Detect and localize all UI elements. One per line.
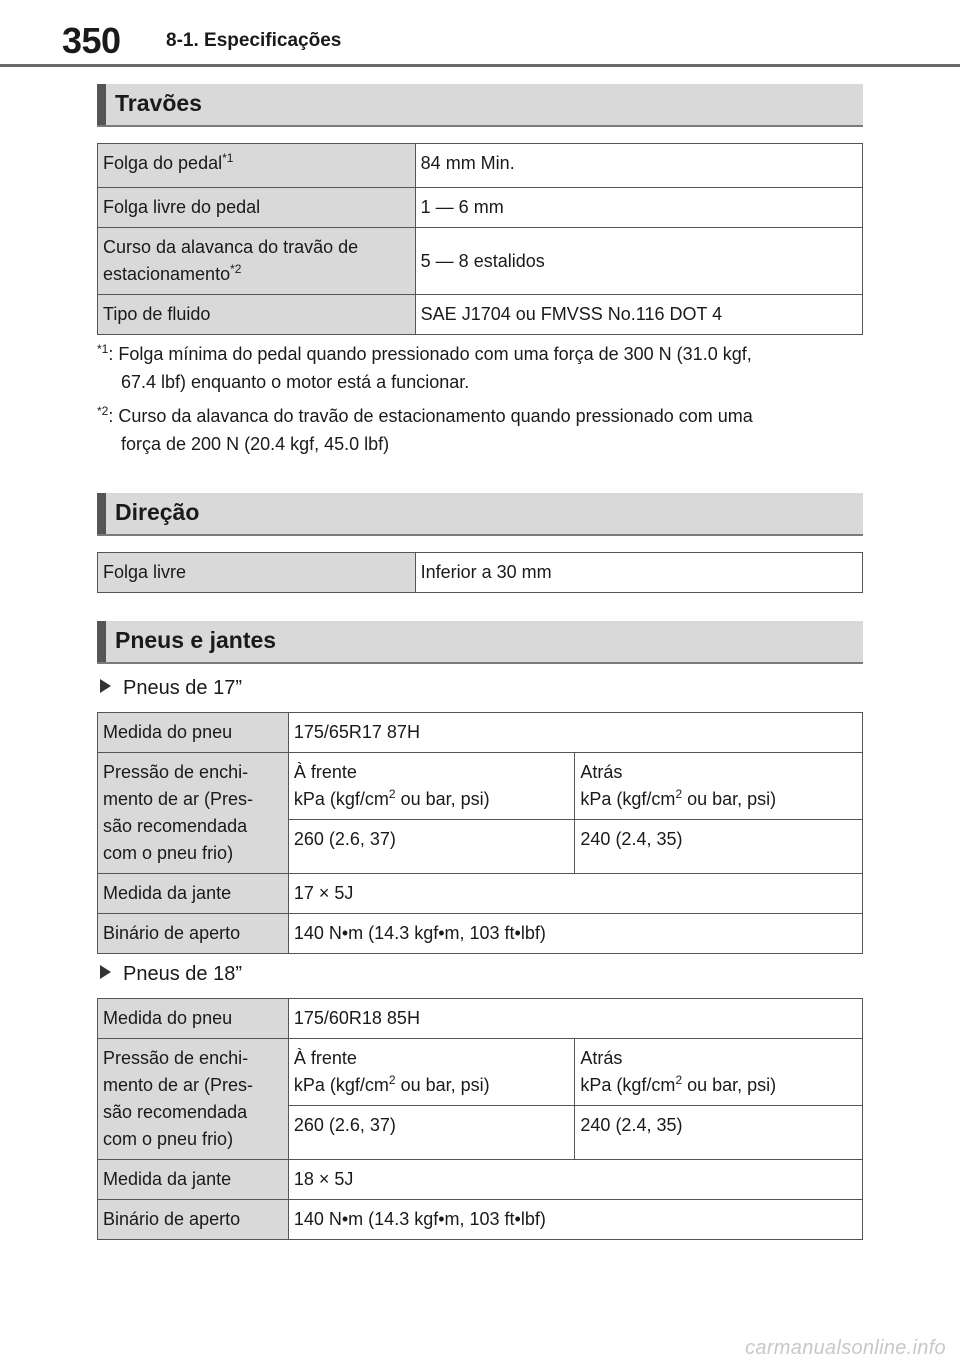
- table-value-cell: 260 (2.6, 37): [288, 820, 575, 874]
- table-row: [98, 914, 863, 954]
- table-value-cell: 240 (2.4, 35): [575, 1106, 863, 1160]
- section-accent-bar: [97, 621, 106, 662]
- tires-17-table: [97, 712, 863, 954]
- table-label-cell: Pressão de enchi- mento de ar (Pres- são recomendada com o pneu frio): [98, 1039, 289, 1160]
- section-title: Pneus e jantes: [115, 627, 277, 653]
- table-value-cell: Atrás kPa ($kgf/cm^2$ ou bar, psi): [575, 1039, 863, 1106]
- watermark: carmanualsonline.info: [745, 1337, 946, 1359]
- table-value-cell: 140 N•m (14.3 kgf•m, 103 ft•lbf): [288, 1200, 862, 1240]
- table-row: [98, 188, 863, 228]
- table-value-cell: 175/60R18 85H: [288, 999, 862, 1039]
- table-row: [98, 228, 863, 295]
- section-accent-bar: [97, 84, 106, 125]
- section-title: Travões: [115, 90, 202, 116]
- tires-18-table: [97, 998, 863, 1240]
- table-label-cell: Tipo de fluido: [98, 295, 416, 335]
- table-label-cell: Binário de aperto: [98, 914, 289, 954]
- steering-table: [97, 552, 863, 593]
- table-value-cell: Inferior a 30 mm: [415, 553, 862, 593]
- table-row: [98, 1200, 863, 1240]
- section-steering-heading: [97, 493, 863, 536]
- table-label-cell: Medida do pneu: [98, 999, 289, 1039]
- table-label-cell: Folga livre do pedal: [98, 188, 416, 228]
- table-row: [98, 713, 863, 753]
- table-value-cell: 18 × 5J: [288, 1160, 862, 1200]
- section-title: Direção: [115, 499, 200, 525]
- table-row: [98, 1160, 863, 1200]
- table-value-cell: 260 (2.6, 37): [288, 1106, 575, 1160]
- header-divider: [0, 64, 960, 67]
- table-value-cell: SAE J1704 ou FMVSS No.116 DOT 4: [415, 295, 862, 335]
- subheading-18-inch: Pneus de 18”: [100, 963, 242, 986]
- footnote-1: $^{*1}$: Folga mínima do pedal quando pressionado com uma força de 300 N (31.0 kgf, 67.4 lbf) enquanto o motor está a funcionar.: [97, 342, 752, 392]
- page-number: 350: [62, 20, 121, 61]
- table-row: [98, 295, 863, 335]
- table-label-cell: Folga livre: [98, 553, 416, 593]
- table-value-cell: 5 — 8 estalidos: [415, 228, 862, 295]
- triangle-bullet-icon: [100, 965, 111, 979]
- table-label-cell: Pressão de enchi- mento de ar (Pres- são recomendada com o pneu frio): [98, 753, 289, 874]
- table-value-cell: Atrás kPa ($kgf/cm^2$ ou bar, psi): [575, 753, 863, 820]
- table-label-cell: Folga do pedal$^{*1}$: [98, 144, 416, 188]
- table-value-cell: À frente kPa ($kgf/cm^2$ ou bar, psi): [288, 1039, 575, 1106]
- table-value-cell: 175/65R17 87H: [288, 713, 862, 753]
- table-row: [98, 144, 863, 188]
- table-row: [98, 999, 863, 1039]
- section-brakes-heading: [97, 84, 863, 127]
- triangle-bullet-icon: [100, 679, 111, 693]
- chapter-title: 8-1. Especificações: [166, 30, 342, 51]
- table-label-cell: Curso da alavanca do travão de estacionamento$^{*2}$: [98, 228, 416, 295]
- table-row: [98, 553, 863, 593]
- page-header: [0, 0, 960, 66]
- table-value-cell: 17 × 5J: [288, 874, 862, 914]
- brakes-table: [97, 143, 863, 335]
- table-row: [98, 874, 863, 914]
- table-row: [98, 753, 863, 820]
- table-row: [98, 1039, 863, 1106]
- table-value-cell: À frente kPa ($kgf/cm^2$ ou bar, psi): [288, 753, 575, 820]
- section-tires-heading: [97, 621, 863, 664]
- table-label-cell: Medida da jante: [98, 874, 289, 914]
- section-accent-bar: [97, 493, 106, 534]
- table-value-cell: 140 N•m (14.3 kgf•m, 103 ft•lbf): [288, 914, 862, 954]
- table-label-cell: Medida do pneu: [98, 713, 289, 753]
- footnote-2: $^{*2}$: Curso da alavanca do travão de estacionamento quando pressionado com uma força de 200 N (20.4 kgf, 45.0 lbf): [97, 404, 753, 454]
- table-value-cell: 84 mm Min.: [415, 144, 862, 188]
- table-value-cell: 1 — 6 mm: [415, 188, 862, 228]
- table-value-cell: 240 (2.4, 35): [575, 820, 863, 874]
- table-label-cell: Medida da jante: [98, 1160, 289, 1200]
- table-label-cell: Binário de aperto: [98, 1200, 289, 1240]
- subheading-17-inch: Pneus de 17”: [100, 677, 242, 700]
